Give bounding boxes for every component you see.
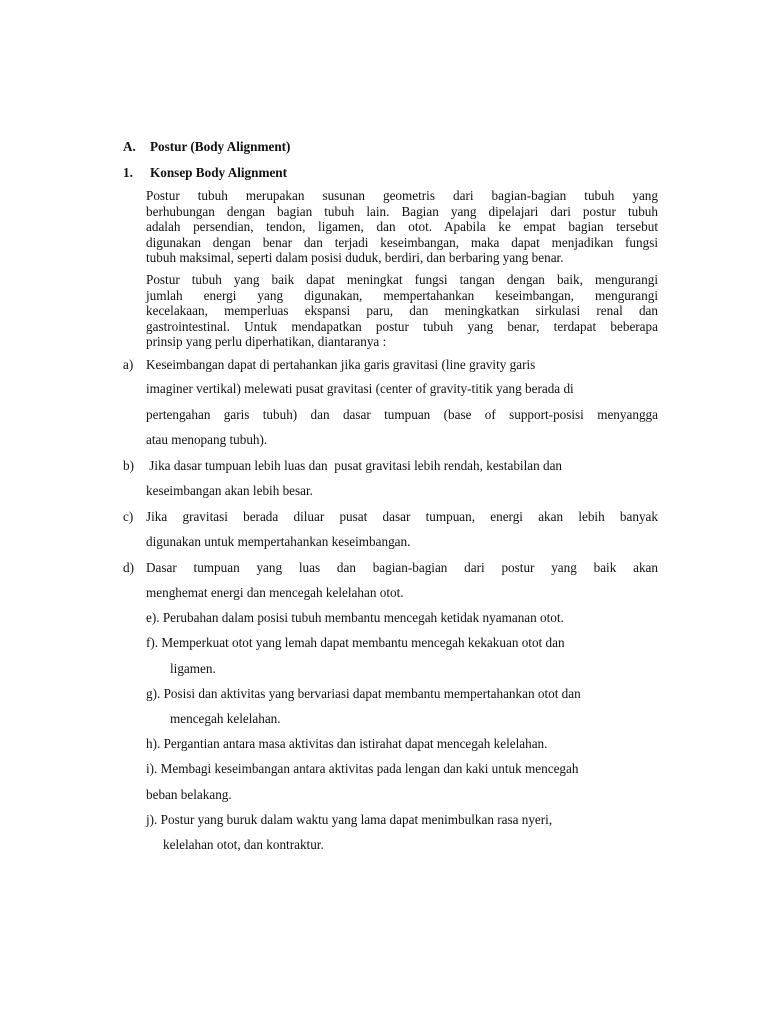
list-item-line: Dasar tumpuan yang luas dan bagian-bagian dari postur yang baik akan xyxy=(146,560,658,575)
list-marker: b) xyxy=(123,458,134,473)
list-marker: c) xyxy=(123,509,134,524)
sub-item-line: i). Membagi keseimbangan antara aktivitas pada lengan dan kaki untuk mencegah xyxy=(146,761,579,776)
list-item-line: atau menopang tubuh). xyxy=(146,432,268,447)
paragraph-line: Postur tubuh yang baik dapat meningkat fungsi tangan dengan baik, mengurangi xyxy=(146,272,658,287)
paragraph-line: berhubungan dengan bagian tubuh lain. Bagian yang dipelajari dari postur tubuh xyxy=(146,203,658,219)
list-item-line: Jika gravitasi berada diluar pusat dasar tumpuan, energi akan lebih banyak xyxy=(146,509,658,524)
paragraph-line: digunakan dengan benar dan terjadi keseimbangan, maka dapat menjadikan fungsi xyxy=(146,234,658,250)
paragraph-line: tubuh maksimal, seperti dalam posisi duduk, berdiri, dan berbaring yang benar. xyxy=(146,250,564,265)
sub-item-line: e). Perubahan dalam posisi tubuh membantu mencegah ketidak nyamanan otot. xyxy=(146,610,564,625)
list-item-line: pertengahan garis tubuh) dan dasar tumpuan (base of support-posisi menyangga xyxy=(146,407,658,422)
list-item-line: Jika dasar tumpuan lebih luas dan pusat gravitasi lebih rendah, kestabilan dan xyxy=(146,458,563,473)
list-item-line: digunakan untuk mempertahankan keseimbangan. xyxy=(146,534,411,549)
sub-item-line: g). Posisi dan aktivitas yang bervariasi dapat membantu mempertahankan otot dan xyxy=(146,686,581,701)
list-item-line: imaginer vertikal) melewati pusat gravitasi (center of gravity-titik yang berada di xyxy=(146,381,574,396)
sub-item-line: beban belakang. xyxy=(146,787,232,802)
sub-item-line: ligamen. xyxy=(170,661,216,676)
sub-item-line: kelelahan otot, dan kontraktur. xyxy=(163,837,324,852)
subsection-title: Konsep Body Alignment xyxy=(150,165,288,180)
section-title: Postur (Body Alignment) xyxy=(150,139,291,154)
list-item-line: Keseimbangan dapat di pertahankan jika garis gravitasi (line gravity garis xyxy=(146,357,536,372)
sub-item-line: j). Postur yang buruk dalam waktu yang lama dapat menimbulkan rasa nyeri, xyxy=(146,812,553,827)
subsection-number: 1. xyxy=(123,165,133,180)
list-marker: a) xyxy=(123,357,134,372)
list-item-line: keseimbangan akan lebih besar. xyxy=(146,483,313,498)
paragraph-line: jumlah energi yang digunakan, mempertahankan keseimbangan, mengurangi xyxy=(146,287,658,303)
list-marker: d) xyxy=(123,560,134,575)
sub-item-line: h). Pergantian antara masa aktivitas dan istirahat dapat mencegah kelelahan. xyxy=(146,736,548,751)
paragraph-body-2 xyxy=(146,272,658,350)
paragraph-body-1 xyxy=(146,188,658,266)
list-item-line: menghemat energi dan mencegah kelelahan otot. xyxy=(146,585,404,600)
paragraph-line: prinsip yang perlu diperhatikan, diantaranya : xyxy=(146,334,387,349)
section-letter: A. xyxy=(123,139,136,154)
paragraph-line: kecelakaan, memperluas ekspansi paru, dan meningkatkan sirkulasi renal dan xyxy=(146,303,658,318)
paragraph-line: adalah persendian, tendon, ligamen, dan otot. Apabila ke empat bagian tersebut xyxy=(146,219,658,234)
sub-item-line: f). Memperkuat otot yang lemah dapat membantu mencegah kekakuan otot dan xyxy=(146,635,565,650)
sub-item-line: mencegah kelelahan. xyxy=(170,711,281,726)
paragraph-line: Postur tubuh merupakan susunan geometris dari bagian-bagian tubuh yang xyxy=(146,188,658,203)
paragraph-line: gastrointestinal. Untuk mendapatkan postur tubuh yang benar, terdapat beberapa xyxy=(146,318,658,334)
